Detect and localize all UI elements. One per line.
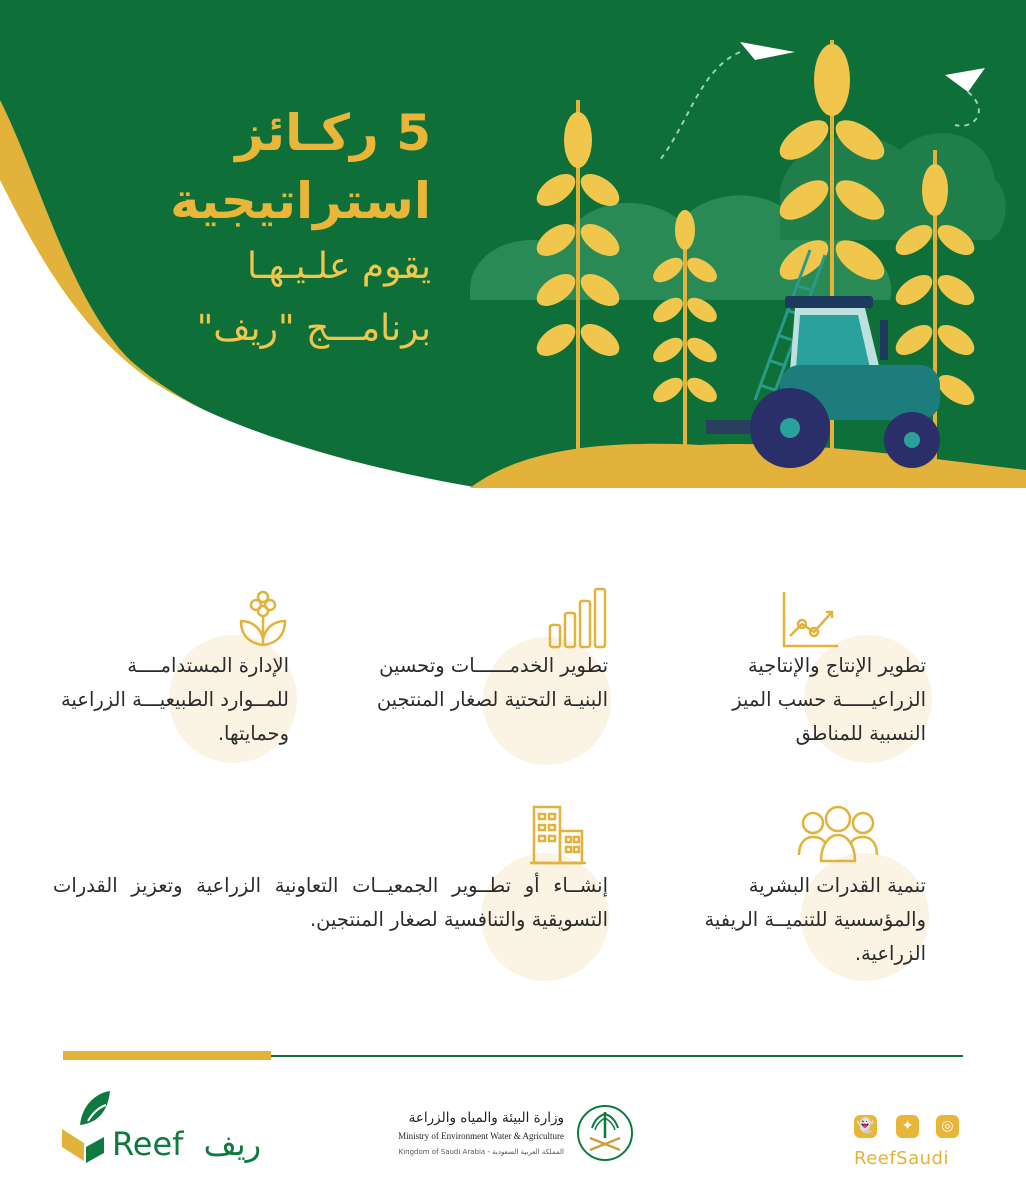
ministry-logo[interactable]	[384, 1108, 634, 1168]
hero-title-line1: 5 ركـائز	[235, 104, 431, 162]
pillar-card-1	[696, 585, 926, 755]
reef-logo[interactable]	[60, 1085, 280, 1175]
people-group-icon	[797, 805, 879, 874]
pillar-card-2	[373, 585, 608, 755]
social-links	[852, 1112, 964, 1172]
hero-banner	[0, 0, 1026, 488]
hero-title-line4: برنامـــج "ريف"	[196, 308, 431, 349]
hero-illustration	[0, 0, 1026, 488]
plant-flower-icon	[237, 589, 289, 658]
buildings-icon	[528, 805, 588, 876]
pillar-text-3: الإدارة المستدامــــة للمــوارد الطبيعيـــة الزراعية وحمايتها.	[60, 654, 289, 745]
reef-name-en: Reef	[112, 1125, 184, 1163]
pillar-text-5: إنشــاء أو تطــوير الجمعيــات التعاونية الزراعية وتعزيز القدرات التسويقية والتنافسية لصغار المنتجين.	[53, 874, 608, 931]
pillar-text-1: تطوير الإنتاج والإنتاجية الزراعيـــــة حسب الميز النسبية للمناطق	[732, 654, 926, 745]
snapchat-icon[interactable]: 👻	[854, 1115, 877, 1138]
reef-name-ar: ريف	[203, 1125, 262, 1163]
ministry-country: Kingdom of Saudi Arabia - المملكة العربية السعودية	[398, 1148, 564, 1156]
reef-wordmark	[112, 1125, 261, 1163]
pillar-card-3	[59, 585, 289, 755]
instagram-icon[interactable]: ◎	[936, 1115, 959, 1138]
hero-title-line3: يقوم علـيـهـا	[246, 246, 431, 287]
pillar-card-4	[691, 805, 926, 980]
ministry-name-ar: وزارة البيئة والمياه والزراعة	[408, 1110, 564, 1126]
footer-divider-green	[271, 1055, 963, 1057]
pillar-text-4: تنمية القدرات البشرية والمؤسسية للتنميــة الريفية الزراعية.	[704, 874, 926, 965]
reef-leaf-icon	[60, 1085, 110, 1175]
ministry-name-en: Ministry of Environment Water & Agriculture	[398, 1131, 564, 1141]
footer-divider-gold	[63, 1051, 271, 1060]
saudi-emblem-icon	[576, 1104, 634, 1162]
pillar-card-5	[53, 805, 608, 980]
pillar-text-2: تطوير الخدمــــــات وتحسين البنيـة التحتية لصغار المنتجين	[376, 654, 608, 711]
hero-title	[170, 100, 431, 360]
social-handle[interactable]: ReefSaudi	[854, 1148, 949, 1169]
twitter-icon[interactable]: ✦	[896, 1115, 919, 1138]
hero-title-line2: استراتيجية	[170, 172, 431, 230]
